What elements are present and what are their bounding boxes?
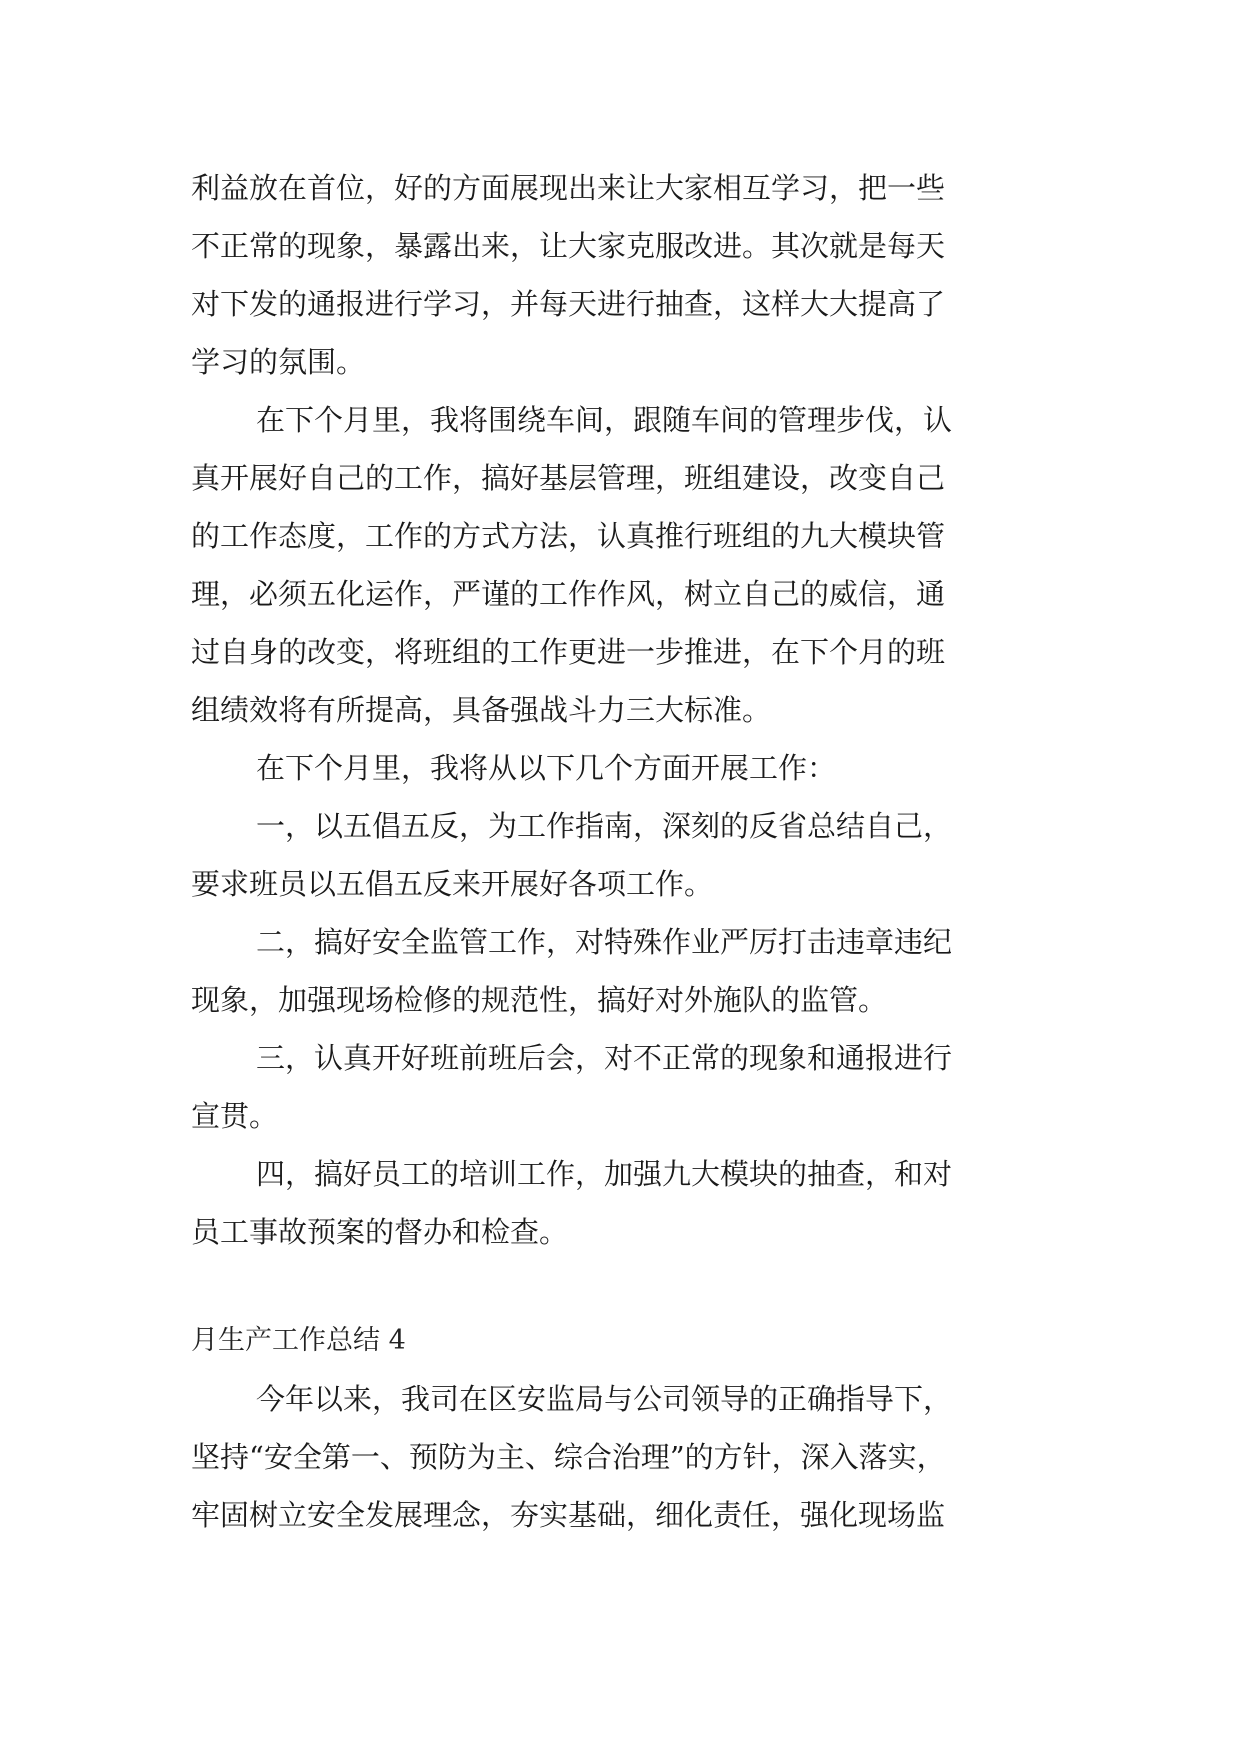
paragraph-line: 学习的氛围。 — [191, 345, 366, 379]
list-item-line: 三，认真开好班前班后会，对不正常的现象和通报进行 — [256, 1041, 953, 1075]
list-item-line: 要求班员以五倡五反来开展好各项工作。 — [191, 867, 714, 901]
paragraph-line: 不正常的现象，暴露出来，让大家克服改进。其次就是每天 — [191, 229, 946, 263]
paragraph-line: 今年以来，我司在区安监局与公司领导的正确指导下， — [256, 1382, 953, 1416]
paragraph-line: 真开展好自己的工作，搞好基层管理，班组建设，改变自己 — [191, 461, 946, 495]
list-item-line: 宣贯。 — [191, 1099, 279, 1133]
list-item-line: 一，以五倡五反，为工作指南，深刻的反省总结自己， — [256, 809, 953, 843]
paragraph-line: 理，必须五化运作，严谨的工作作风，树立自己的威信，通 — [191, 577, 946, 611]
paragraph-line: 组绩效将有所提高，具备强战斗力三大标准。 — [191, 693, 772, 727]
paragraph-line: 在下个月里，我将围绕车间，跟随车间的管理步伐，认 — [256, 403, 953, 437]
paragraph-line: 在下个月里，我将从以下几个方面开展工作： — [256, 751, 837, 785]
paragraph-line: 牢固树立安全发展理念，夯实基础，细化责任，强化现场监 — [191, 1498, 946, 1532]
list-item-line: 四，搞好员工的培训工作，加强九大模块的抽查，和对 — [256, 1157, 953, 1191]
paragraph-line: 过自身的改变，将班组的工作更进一步推进，在下个月的班 — [191, 635, 946, 669]
list-item-line: 现象，加强现场检修的规范性，搞好对外施队的监管。 — [191, 983, 888, 1017]
paragraph-line: 对下发的通报进行学习，并每天进行抽查，这样大大提高了 — [191, 287, 946, 321]
section-title: 月生产工作总结 4 — [191, 1325, 406, 1356]
list-item-line: 员工事故预案的督办和检查。 — [191, 1215, 569, 1249]
list-item-line: 二，搞好安全监管工作，对特殊作业严厉打击违章违纪 — [256, 925, 953, 959]
paragraph-line: 的工作态度，工作的方式方法，认真推行班组的九大模块管 — [191, 519, 946, 553]
paragraph-line: 坚持“安全第一、预防为主、综合治理”的方针，深入落实， — [191, 1440, 946, 1474]
paragraph-line: 利益放在首位，好的方面展现出来让大家相互学习，把一些 — [191, 171, 946, 205]
